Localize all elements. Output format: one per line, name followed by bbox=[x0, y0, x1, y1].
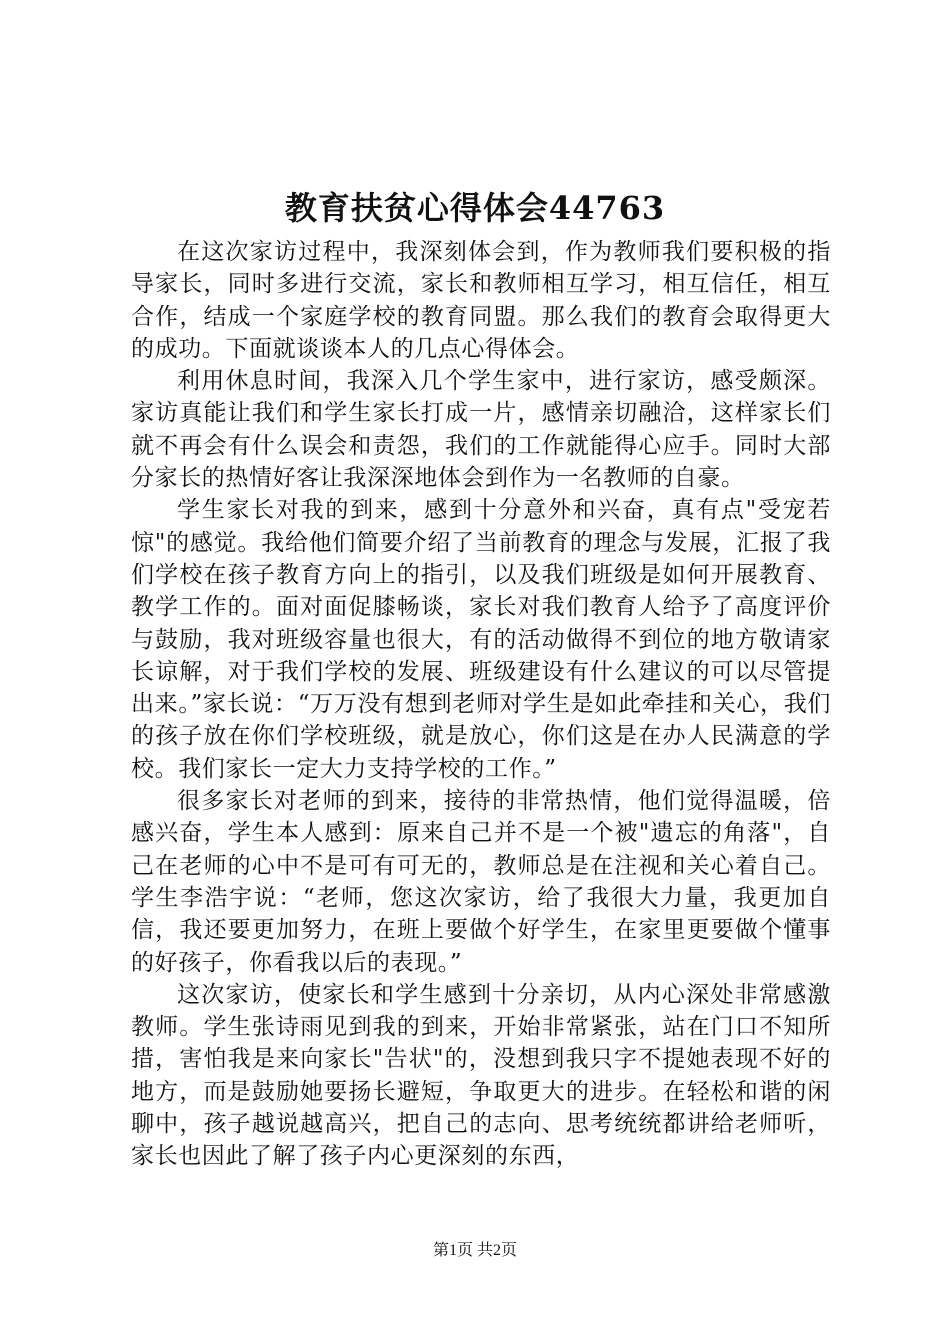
document-title: 教育扶贫心得体会44763 bbox=[284, 189, 666, 227]
paragraph-4: 很多家长对老师的到来，接待的非常热情，他们觉得温暖，倍感兴奋，学生本人感到：原来自己并不是一个被"遗忘的角落"，自己在老师的心中不是可有可无的，教师总是在注视和关心着自己。学生李浩宇说：“老师，您这次家访，给了我很大力量，我更加自信，我还要更加努力，在班上要做个好学生，在家里更要做个懂事的好孩子，你看我以后的表现。” bbox=[131, 788, 831, 976]
paragraph-1: 在这次家访过程中，我深刻体会到，作为教师我们要积极的指导家长，同时多进行交流，家长和教师相互学习，相互信任，相互合作，结成一个家庭学校的教育同盟。那么我们的教育会取得更大的成功。下面就谈谈本人的几点心得体会。 bbox=[131, 239, 831, 362]
page-footer: 第1页 共2页 bbox=[432, 1242, 517, 1259]
document-body bbox=[131, 236, 831, 1173]
paragraph-2: 利用休息时间，我深入几个学生家中，进行家访，感受颇深。家访真能让我们和学生家长打成一片，感情亲切融洽，这样家长们就不再会有什么误会和责怨，我们的工作就能得心应手。同时大部分家长的热情好客让我深深地体会到作为一名教师的自豪。 bbox=[131, 368, 831, 492]
paragraph-5: 这次家访，使家长和学生感到十分亲切，从内心深处非常感激教师。学生张诗雨见到我的到来，开始非常紧张，站在门口不知所措，害怕我是来向家长"告状"的，没想到我只字不提她表现不好的地方，而是鼓励她要扬长避短，争取更大的进步。在轻松和谐的闲聊中，孩子越说越高兴，把自己的志向、思考统统都讲给老师听，家长也因此了解了孩子内心更深刻的东西， bbox=[131, 981, 831, 1170]
paragraph-3: 学生家长对我的到来，感到十分意外和兴奋，真有点"受宠若惊"的感觉。我给他们简要介绍了当前教育的理念与发展，汇报了我们学校在孩子教育方向上的指引，以及我们班级是如何开展教育、教学工作的。面对面促膝畅谈，家长对我们教育人给予了高度评价与鼓励，我对班级容量也很大，有的活动做得不到位的地方敬请家长谅解，对于我们学校的发展、班级建设有什么建议的可以尽管提出来。”家长说：“万万没有想到老师对学生是如此牵挂和关心，我们的孩子放在你们学校班级，就是放心，你们这是在办人民满意的学校。我们家长一定大力支持学校的工作。” bbox=[131, 497, 831, 782]
